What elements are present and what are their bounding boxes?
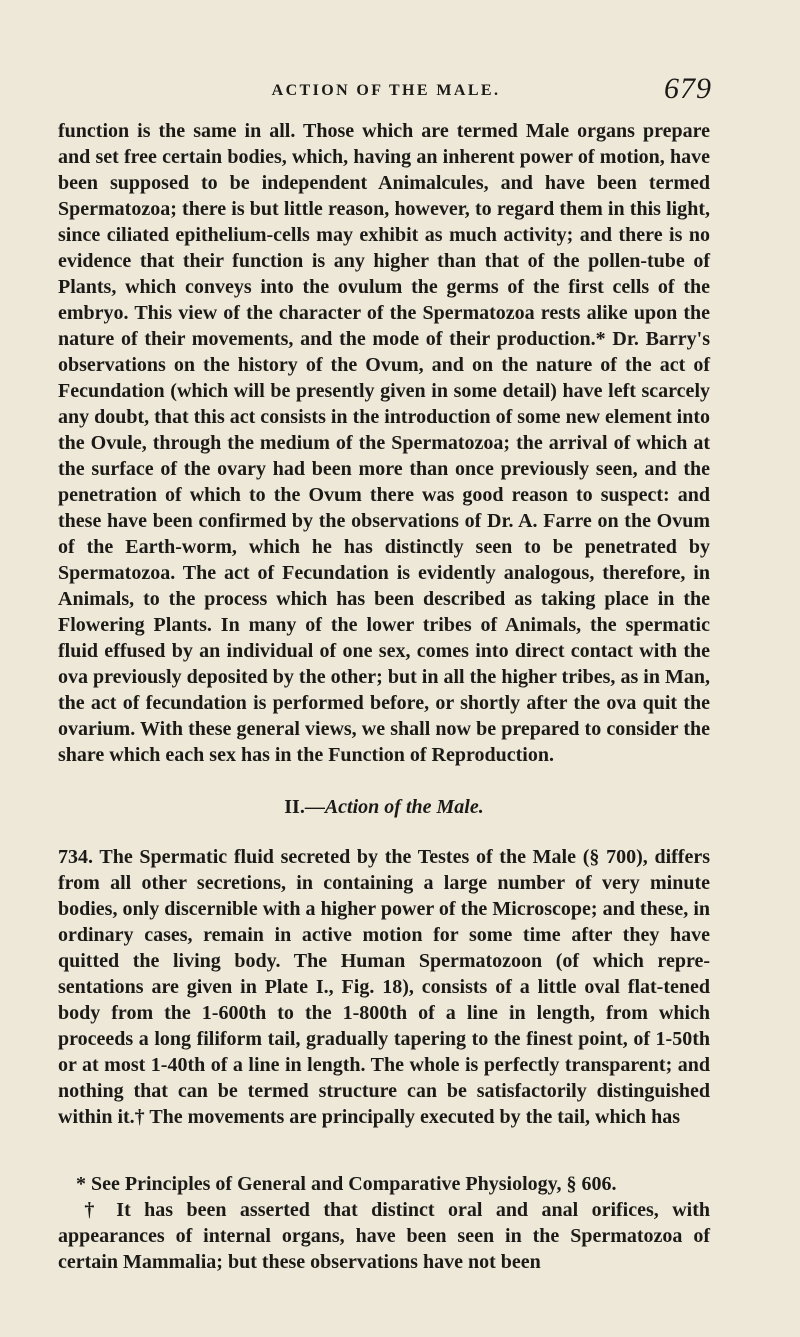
running-head	[60, 72, 712, 110]
page-number: 679	[664, 72, 712, 105]
section-title: Action of the Male.	[324, 796, 484, 818]
paragraph-2: 734. The Spermatic fluid secreted by the Testes of the Male (§ 700), differs from all other secretions, in containing a large number of very minute bodies, only discernible with a higher power of the Microscope; and these, in ordinary cases, remain in active motion for some time after they have quitted the living body. The Human Spermatozoon (of which repre-sentations are given in Plate I., Fig. 18), consists of a little oval flat-tened body from the 1-600th to the 1-800th of a line in length, from which proceeds a long filiform tail, gradually tapering to the finest point, of 1-50th or at most 1-40th of a line in length. The whole is perfectly transparent; and nothing that can be termed structure can be satisfactorily distinguished within it.† The movements are principally executed by the tail, which has	[58, 846, 710, 1128]
footnotes	[58, 1171, 710, 1275]
running-title: ACTION OF THE MALE.	[271, 82, 501, 99]
footnote-2	[58, 1197, 710, 1275]
section-number: II.—	[284, 796, 325, 818]
body-text	[58, 118, 710, 1130]
section-heading	[58, 794, 710, 820]
paragraph-1: function is the same in all. Those which are termed Male organs prepare and set free certain bodies, which, having an inherent power of motion, have been supposed to be independent Animalcules, and have been termed Spermatozoa; there is but little reason, however, to regard them in this light, since ciliated epithelium-cells may exhibit as much activity; and there is no evidence that their function is any higher than that of the pollen-tube of Plants, which conveys into the ovulum the germs of the first cells of the embryo. This view of the character of the Spermatozoa rests alike upon the nature of their movements, and the mode of their production.* Dr. Barry's observations on the history of the Ovum, and on the nature of the act of Fecundation (which will be presently given in some detail) have left scarcely any doubt, that this act consists in the introduction of some new element into the Ovule, through the medium of the Spermatozoa; the arrival of which at the surface of the ovary had been more than once previously seen, and the penetration of which to the Ovum there was good reason to suspect: and these have been confirmed by the observations of Dr. A. Farre on the Ovum of the Earth-worm, which he has distinctly seen to be penetrated by Spermatozoa. The act of Fecundation is evidently analogous, therefore, in Animals, to the process which has been described as taking place in the Flowering Plants. In many of the lower tribes of Animals, the spermatic fluid effused by an individual of one sex, comes into direct contact with the ova previously deposited by the other; but in all the higher tribes, as in Man, the act of fecundation is performed before, or shortly after the ova quit the ovarium. With these general views, we shall now be prepared to consider the share which each sex has in the Function of Reproduction.	[58, 120, 710, 766]
footnote-1	[58, 1171, 710, 1197]
footnote-1-text: * See Principles of General and Comparative Physiology, § 606.	[76, 1173, 617, 1195]
footnote-2-text: † It has been asserted that distinct oral and anal orifices, with appearances of internal organs, have been seen in the Spermatozoa of certain Mammalia; but these observations have not been	[58, 1199, 710, 1273]
